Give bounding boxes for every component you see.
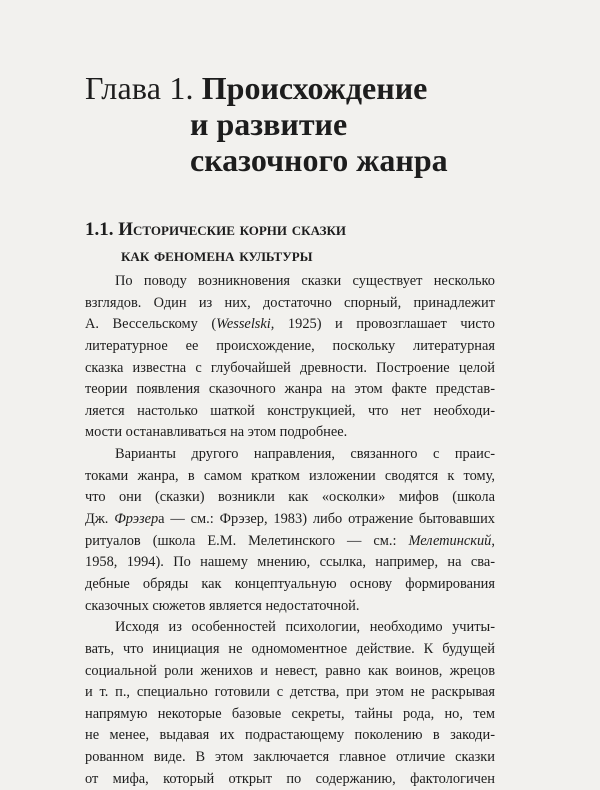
text-line: мости останавливаться на этом подробнее. [85, 424, 348, 441]
text-line: ритуалов (школа Е.М. Мелетинского — см.: Мелетинский, [85, 532, 495, 549]
text-line: и т. п., специально готовили с детства, при этом не раскрывая [85, 684, 495, 701]
chapter-heading [85, 70, 565, 178]
section-title-line: Исторические корни сказки [118, 219, 347, 240]
text-line: напрямую некоторые базовые секреты, тайны рода, но, тем [85, 705, 495, 722]
section-number: 1.1. [85, 219, 114, 240]
text-line: что они (сказки) возникли как «осколки» мифов (школа [85, 489, 495, 506]
text-line: литературное ее происхождение, поскольку литературная [85, 337, 495, 354]
text-line: теории появления сказочного жанра на этом факте представ- [85, 381, 495, 398]
text-line: от мифа, который открыт по содержанию, фактологичен [85, 770, 495, 787]
text-line: По поводу возникновения сказки существует несколько [115, 273, 495, 289]
text-line: токами жанра, в самом кратком изложении сводятся к тому, [85, 467, 495, 484]
text-line: Исходя из особенностей психологии, необходимо учиты- [115, 619, 495, 636]
text-line: Дж. Фрэзера — см.: Фрэзер, 1983) либо отражение бытовавших [85, 511, 495, 528]
text-line: сказка известна с глубочайшей древности. Построение целой [85, 359, 495, 376]
section-heading [85, 217, 565, 269]
text-line: не менее, выдавая их подрастающему поколению в закоди- [85, 727, 495, 744]
chapter-heading-line-1 [85, 70, 565, 106]
text-line: ляется настолько шаткой конструкцией, что нет необходи- [85, 402, 495, 419]
chapter-title-line: и развитие [190, 106, 348, 142]
text-line: рованном виде. В этом заключается главное отличие сказки [85, 749, 495, 766]
text-line: Варианты другого направления, связанного с праис- [115, 446, 495, 463]
section-heading-line-1 [85, 217, 565, 243]
text-line: 1958, 1994). По нашему мнению, ссылка, например, на сва- [85, 554, 495, 571]
text-line: вать, что инициация не одномоментное действие. К будущей [85, 640, 495, 657]
section-title-line: как феномена культуры [121, 245, 313, 266]
chapter-title-line: сказочного жанра [190, 142, 448, 178]
text-line: социальной роли женихов и невест, равно как воинов, жрецов [85, 662, 495, 679]
text-line: дебные обряды как концептуальную основу формирования [85, 575, 495, 592]
text-line: сказочных сюжетов является недостаточной. [85, 597, 360, 614]
body-text [85, 271, 495, 790]
text-line: взглядов. Один из них, достаточно спорный, принадлежит [85, 294, 495, 311]
chapter-title-line: Происхождение [201, 70, 428, 106]
text-line: А. Вессельскому (Wesselski, 1925) и провозглашает чисто [85, 316, 495, 333]
chapter-prefix: Глава 1. [85, 70, 194, 106]
